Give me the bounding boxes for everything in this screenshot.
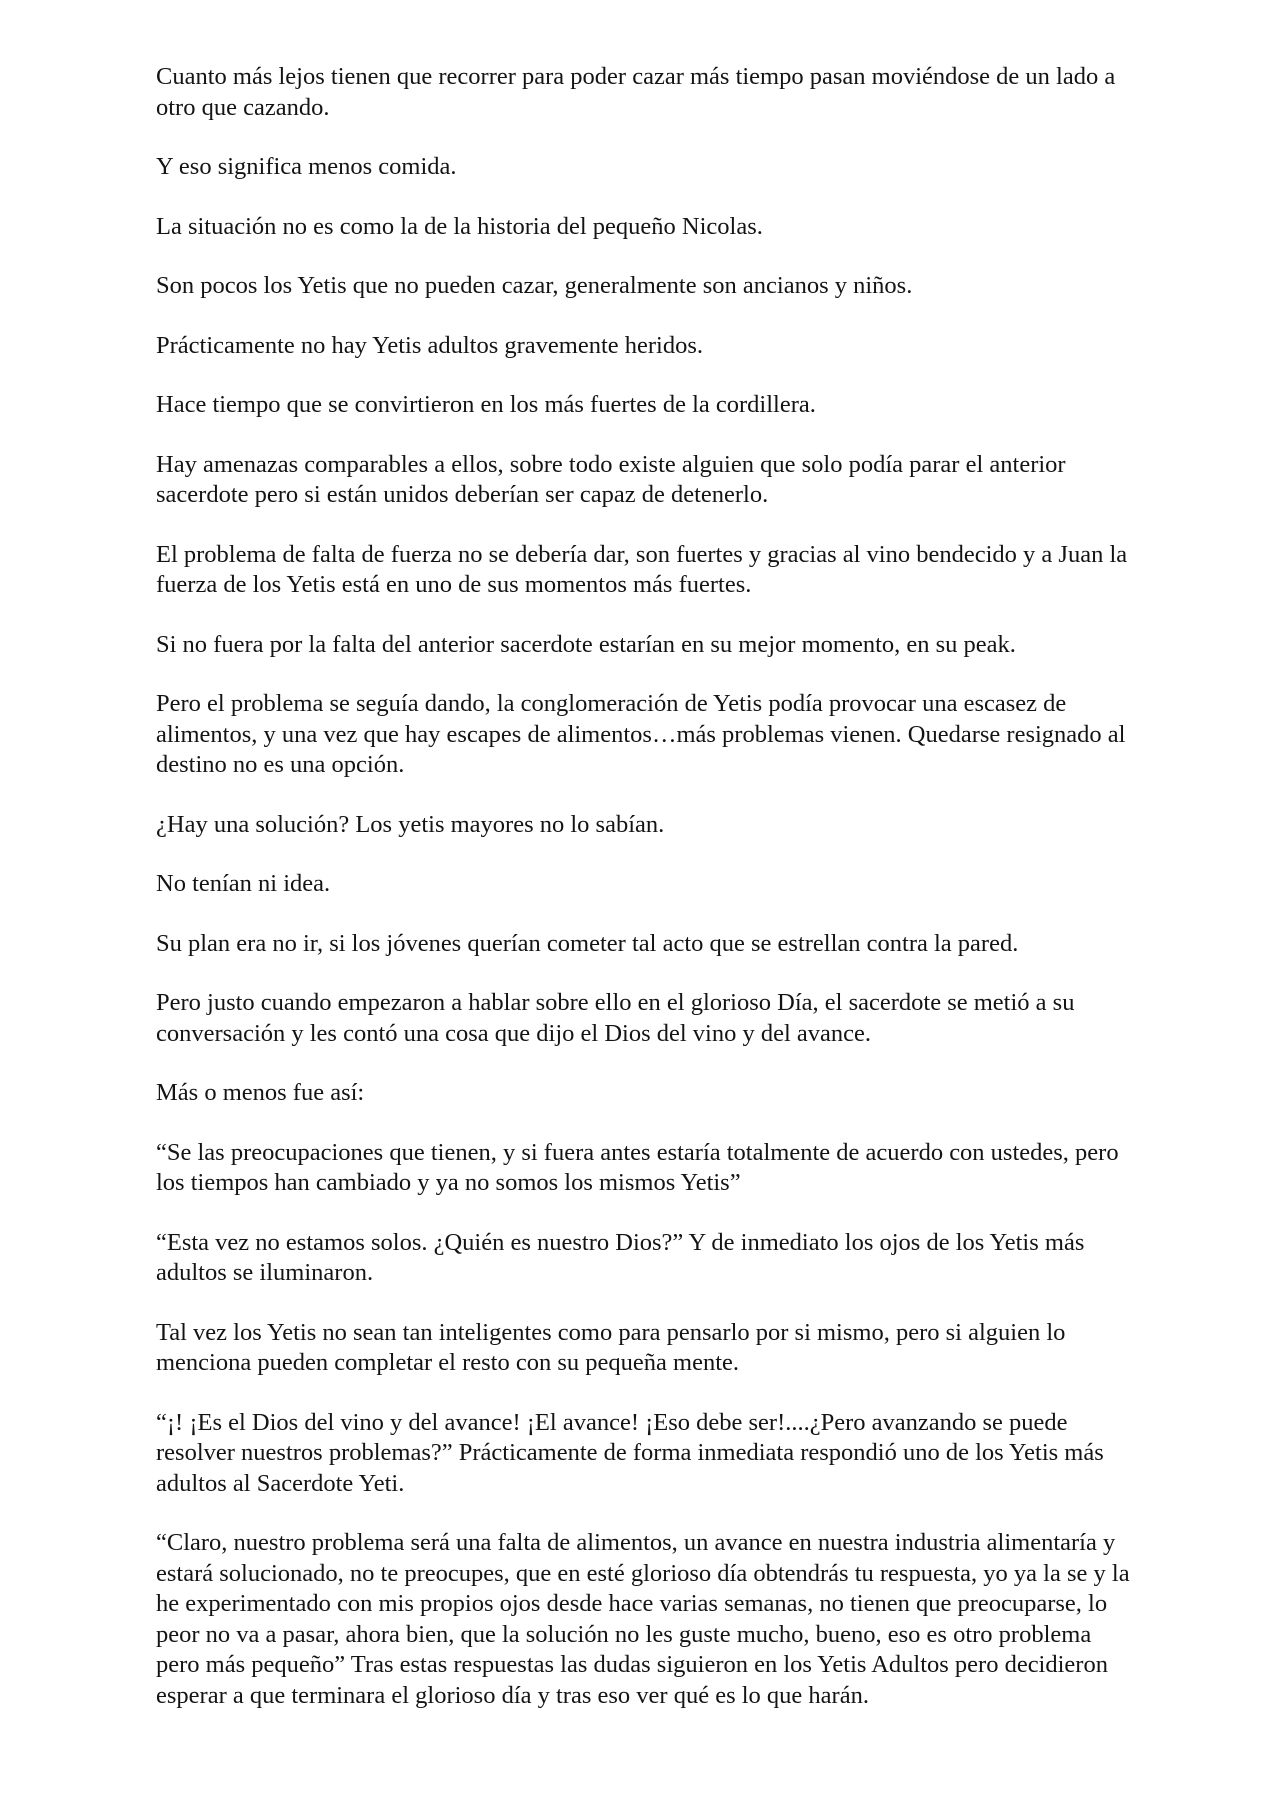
paragraph: “Se las preocupaciones que tienen, y si fuera antes estaría totalmente de acuerdo con ustedes, pero los tiempos han cambiado y ya no somos los mismos Yetis” [156,1138,1119,1196]
paragraph: ¿Hay una solución? Los yetis mayores no lo sabían. [156,810,665,838]
paragraph: Y eso significa menos comida. [156,153,457,180]
paragraph: Prácticamente no hay Yetis adultos gravemente heridos. [156,331,704,359]
paragraph: Más o menos fue así: [156,1079,365,1106]
paragraph: Hay amenazas comparables a ellos, sobre todo existe alguien que solo podía parar el anterior sacerdote pero si están unidos deberían ser capaz de detenerlo. [156,450,1066,508]
paragraph: Hace tiempo que se convirtieron en los más fuertes de la cordillera. [156,391,816,418]
document-page [156,62,1140,1740]
paragraph: La situación no es como la de la historia del pequeño Nicolas. [156,212,763,240]
paragraph: Pero justo cuando empezaron a hablar sobre ello en el glorioso Día, el sacerdote se metió a su conversación y les contó una cosa que dijo el Dios del vino y del avance. [156,989,1075,1047]
paragraph: Si no fuera por la falta del anterior sacerdote estarían en su mejor momento, en su peak. [156,630,1016,658]
paragraph: Cuanto más lejos tienen que recorrer para poder cazar más tiempo pasan moviéndose de un lado a otro que cazando. [156,63,1116,121]
paragraph: “Claro, nuestro problema será una falta de alimentos, un avance en nuestra industria alimentaría y estará solucionado, no te preocupes, que en esté glorioso día obtendrás tu respuesta, yo ya la se y la he experimentado con mis propios ojos desde hace varias semanas, no tienen que preocuparse, lo peor no va a pasar, ahora bien, que la solución no les guste mucho, bueno, eso es otro problema pero más pequeño” Tras estas respuestas las dudas siguieron en los Yetis Adultos pero decidieron esperar a que terminara el glorioso día y tras eso ver qué es lo que harán. [156,1529,1130,1709]
paragraph: El problema de falta de fuerza no se debería dar, son fuertes y gracias al vino bendecido y a Juan la fuerza de los Yetis está en uno de sus momentos más fuertes. [156,540,1128,598]
paragraph: Su plan era no ir, si los jóvenes querían cometer tal acto que se estrellan contra la pared. [156,929,1019,957]
paragraph: No tenían ni idea. [156,870,331,897]
paragraph: “¡! ¡Es el Dios del vino y del avance! ¡El avance! ¡Eso debe ser!....¿Pero avanzando se puede resolver nuestros problemas?” Prácticamente de forma inmediata respondió uno de los Yetis más adultos al Sacerdote Yeti. [156,1408,1104,1497]
paragraph: Tal vez los Yetis no sean tan inteligentes como para pensarlo por si mismo, pero si alguien lo menciona pueden completar el resto con su pequeña mente. [156,1318,1066,1376]
paragraph: Son pocos los Yetis que no pueden cazar, generalmente son ancianos y niños. [156,272,913,299]
paragraph: Pero el problema se seguía dando, la conglomeración de Yetis podía provocar una escasez de alimentos, y una vez que hay escapes de alimentos…más problemas vienen. Quedarse resignado al destino no es una opción. [156,690,1126,778]
paragraph: “Esta vez no estamos solos. ¿Quién es nuestro Dios?” Y de inmediato los ojos de los Yetis más adultos se iluminaron. [156,1228,1085,1286]
